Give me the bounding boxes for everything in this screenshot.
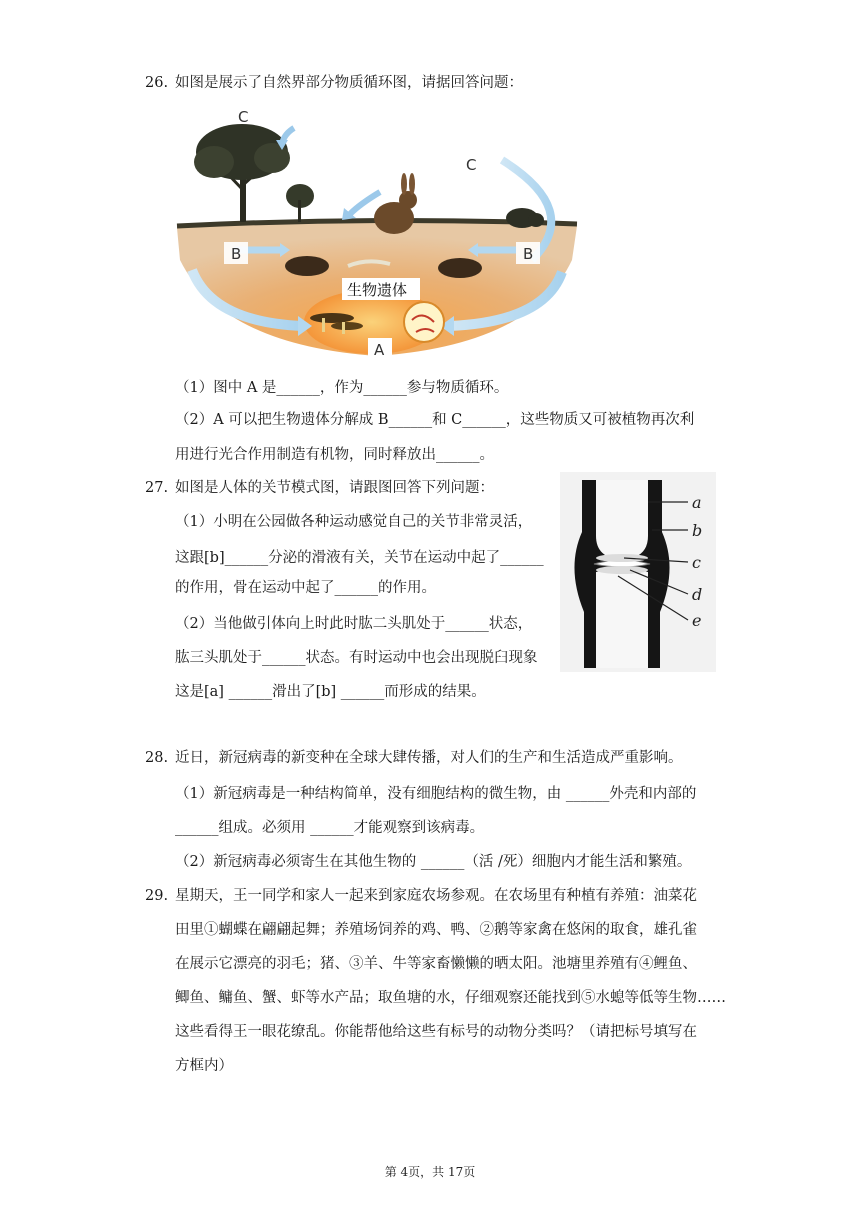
question-29-line-3: 在展示它漂亮的羽毛；猪、③羊、牛等家畜懒懒的晒太阳。池塘里养殖有④鲤鱼、 xyxy=(175,956,697,972)
question-28-line-1: （1）新冠病毒是一种结构简单，没有细胞结构的微生物，由 ______外壳和内部的 xyxy=(175,786,697,802)
label-b: b xyxy=(692,521,703,540)
material-cycle-figure xyxy=(172,100,582,362)
label-e: e xyxy=(692,611,702,630)
question-27-line-5: 肱三头肌处于______状态。有时运动中也会出现脱臼现象 xyxy=(175,650,538,666)
question-26-number: 26. xyxy=(145,75,169,91)
upper-bone xyxy=(596,480,648,560)
soil-organism-left xyxy=(285,256,329,276)
question-27-stem: 如图是人体的关节模式图，请跟图回答下列问题： xyxy=(175,480,494,496)
label-a: a xyxy=(692,493,702,512)
question-27-number: 27. xyxy=(145,480,169,496)
question-26-part-2-line-1: （2）A 可以把生物遗体分解成 B______和 C______，这些物质又可被植物再次利 xyxy=(175,412,695,428)
question-29-line-5: 这些看得王一眼花缭乱。你能帮他给这些有标号的动物分类吗？（请把标号填写在 xyxy=(175,1024,697,1040)
label-a: A xyxy=(374,341,385,359)
bush-icon xyxy=(506,208,544,228)
label-d: d xyxy=(692,585,703,604)
question-29-line-1: 星期天，王一同学和家人一起来到家庭农场参观。在农场里有种植有养殖：油菜花 xyxy=(175,888,697,904)
question-28-line-3: （2）新冠病毒必须寄生在其他生物的 ______（活 /死）细胞内才能生活和繁殖。 xyxy=(175,854,692,870)
label-b-left: B xyxy=(231,245,242,263)
question-29-line-2: 田里①蝴蝶在翩翩起舞；养殖场饲养的鸡、鸭、②鹅等家禽在悠闲的取食，雄孔雀 xyxy=(175,922,697,938)
question-29-line-6: 方框内） xyxy=(175,1058,233,1074)
question-27-line-1: （1）小明在公园做各种运动感觉自己的关节非常灵活， xyxy=(175,514,533,530)
question-27-line-3: 的作用，骨在运动中起了______的作用。 xyxy=(175,580,436,596)
label-c-right: C xyxy=(466,156,477,174)
question-27-line-6: 这是[a] ______滑出了[b] ______而形成的结果。 xyxy=(175,684,486,700)
question-28-stem: 近日，新冠病毒的新变种在全球大肆传播，对人们的生产和生活造成严重影响。 xyxy=(175,750,683,766)
question-27-line-4: （2）当他做引体向上时此时肱二头肌处于______状态， xyxy=(175,616,533,632)
question-29-line-4: 鲫鱼、鳙鱼、蟹、虾等水产品；取鱼塘的水，仔细观察还能找到⑤水螅等低等生物…… xyxy=(175,990,726,1006)
soil-organism-right xyxy=(438,258,482,278)
question-26-part-1: （1）图中 A 是______，作为______参与物质循环。 xyxy=(175,380,509,396)
question-27-line-2: 这跟[b]______分泌的滑液有关，关节在运动中起了______ xyxy=(175,550,544,566)
question-26-stem: 如图是展示了自然界部分物质循环图，请据回答问题： xyxy=(175,75,523,91)
tree-icon xyxy=(194,124,314,222)
question-26-part-2-line-2: 用进行光合作用制造有机物，同时释放出______。 xyxy=(175,447,494,463)
joint-diagram xyxy=(560,472,716,672)
question-28-number: 28. xyxy=(145,750,169,766)
question-28-line-2: ______组成。必须用 ______才能观察到该病毒。 xyxy=(175,820,485,836)
label-c: c xyxy=(692,553,701,572)
page-footer: 第 4页，共 17页 xyxy=(384,1165,476,1179)
lower-bone xyxy=(596,569,648,668)
bacteria-icon xyxy=(404,302,444,342)
arrow-to-ground xyxy=(350,192,380,214)
rabbit-icon xyxy=(374,173,417,234)
question-29-number: 29. xyxy=(145,888,169,904)
label-remains: 生物遗体 xyxy=(347,281,408,299)
label-c-left: C xyxy=(238,108,249,126)
label-b-right: B xyxy=(523,245,534,263)
